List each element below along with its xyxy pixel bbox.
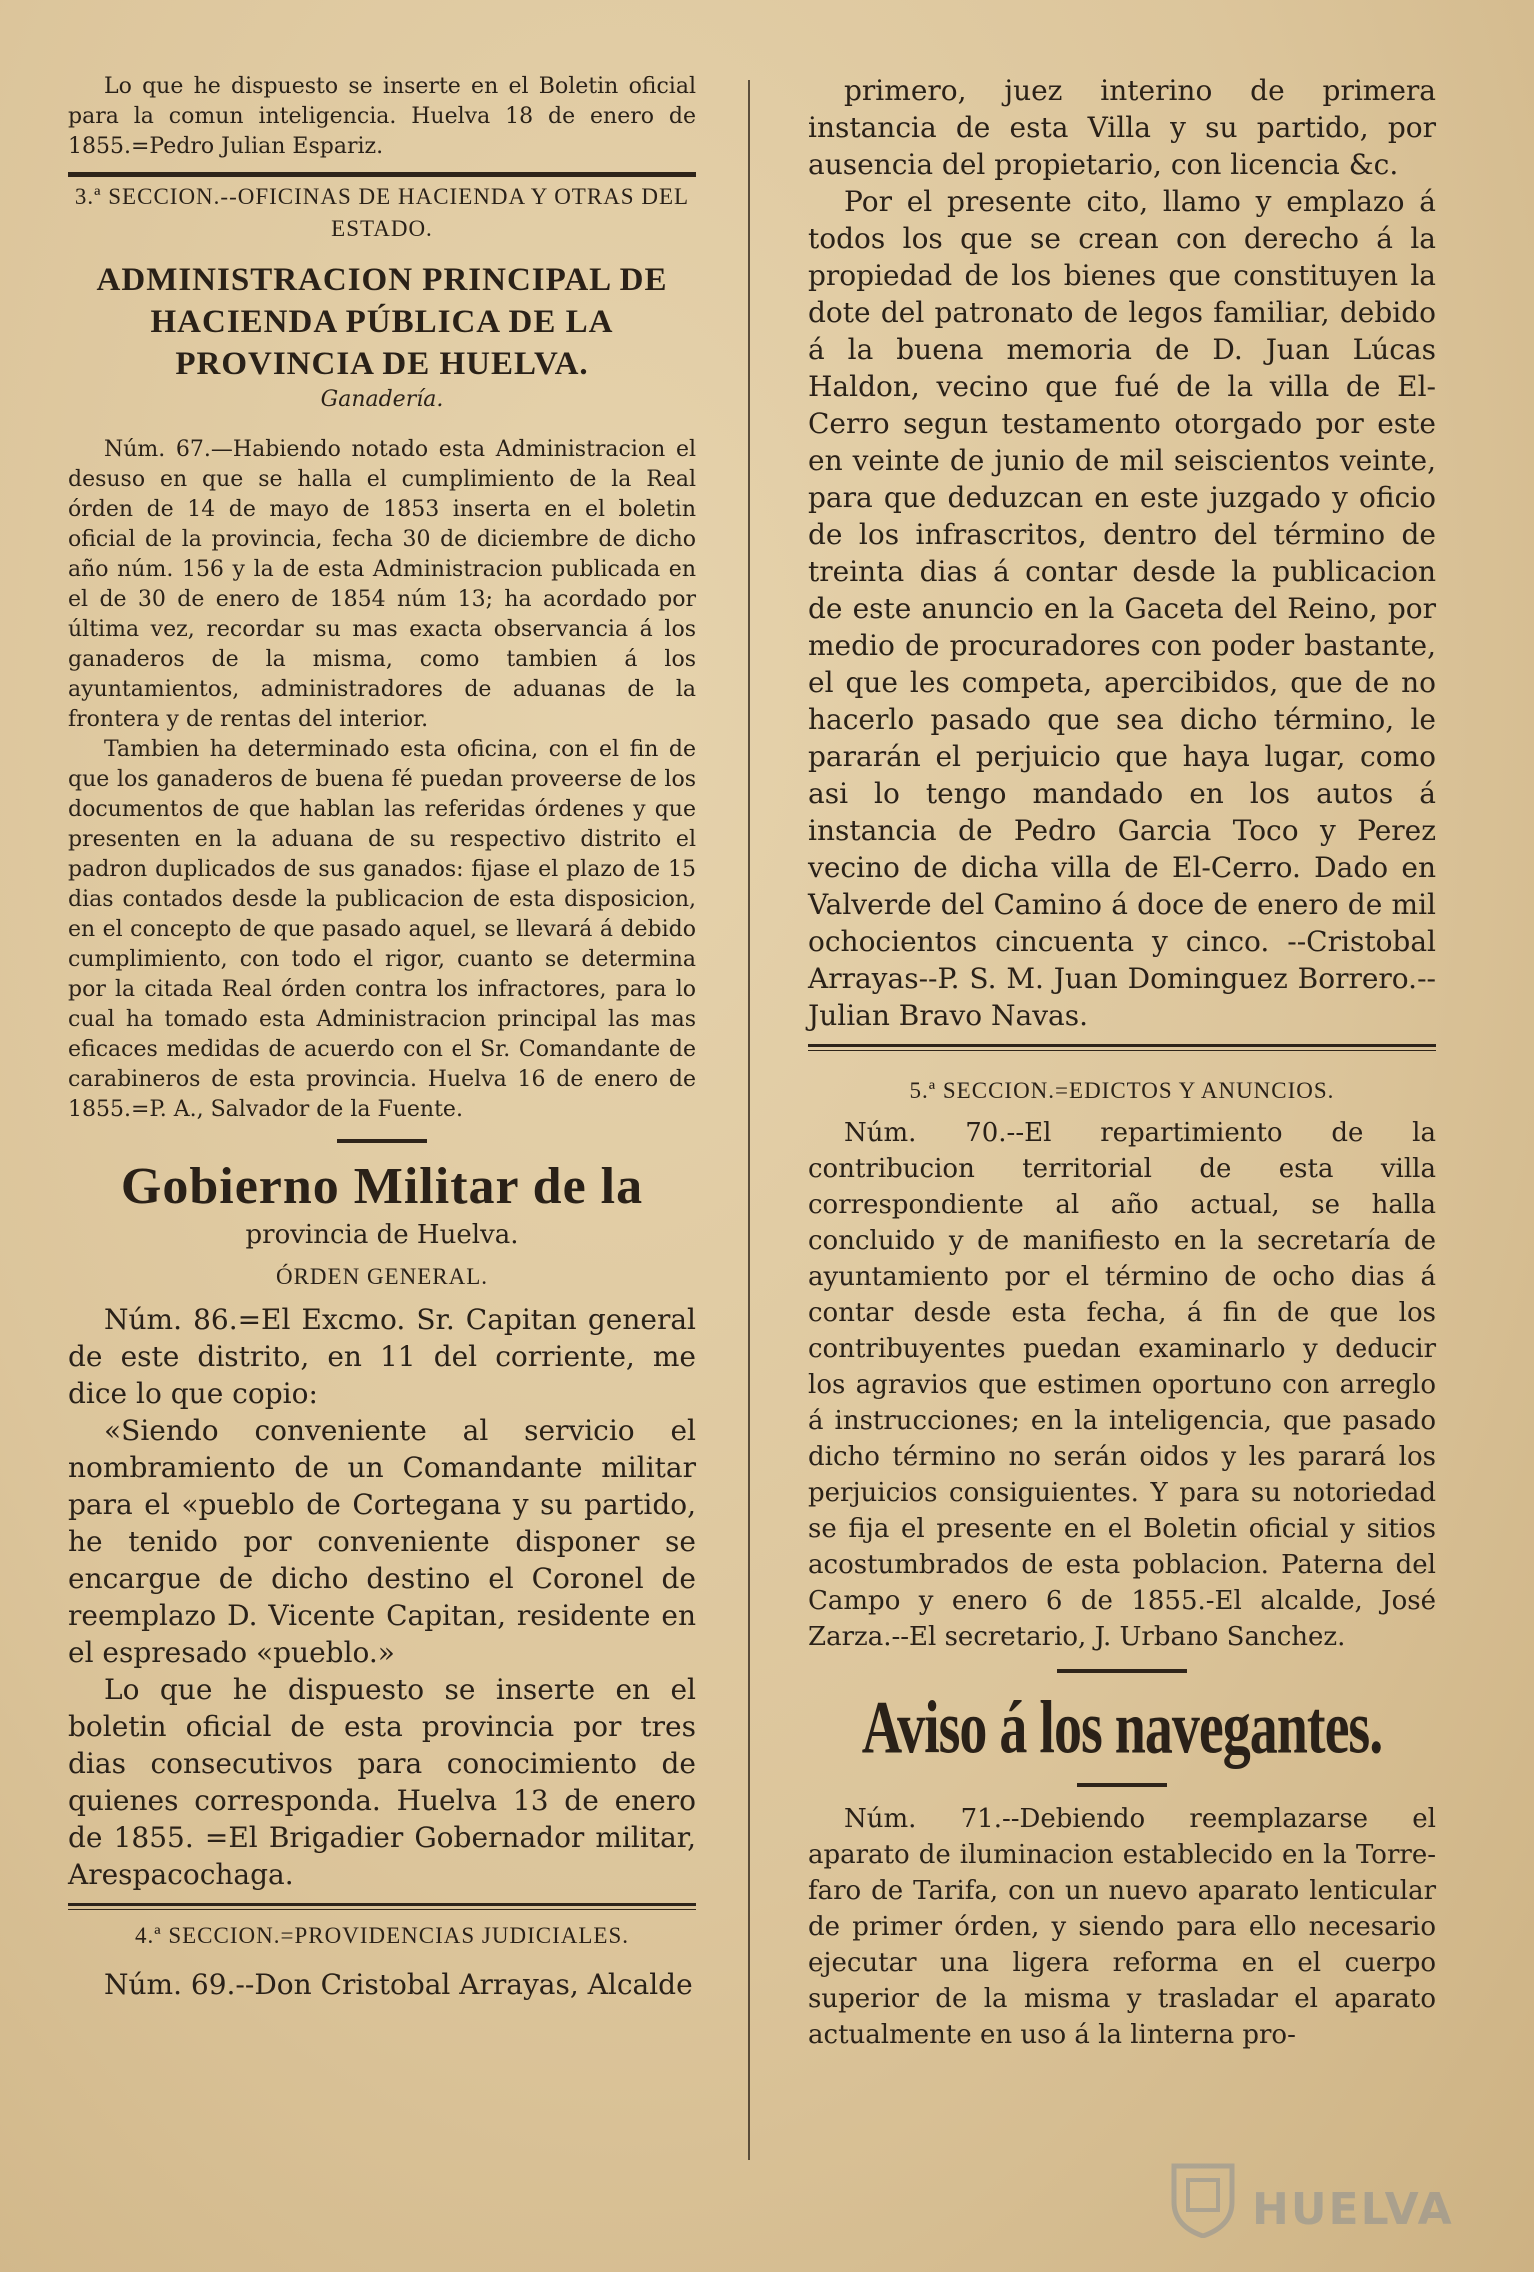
aviso-navegantes-heading: Aviso á los navegantes. bbox=[861, 1686, 1383, 1770]
notice-69-continued: primero, juez interino de primera instancia de esta Villa y su partido, por ausencia del propietario, con licencia &c. bbox=[808, 74, 1436, 181]
section-3-heading: 3.ª SECCION.--OFICINAS DE HACIENDA Y OTRAS DEL ESTADO. bbox=[74, 184, 690, 241]
notice-70-text: Núm. 70.--El repartimiento de la contribucion territorial de esta villa correspondiente al año actual, se halla concluido y de manifiesto en la secretaría de ayuntamiento por el término de ocho dias á contar desde esta fecha, á fin de que los contribuyentes puedan examinarlo y deducir los agravios que estimen oportuno con arreglo á instrucciones; en la inteligencia, que pasado dicho término no serán oidos y les parará los perjuicios consiguientes. Y para su notoriedad se fija el presente en el Boletin oficial y sitios acostumbrados de esta poblacion. Paterna del Campo y enero 6 de 1855.-El alcalde, José Zarza.--El secretario, J. Urbano Sanchez. bbox=[808, 1118, 1436, 1652]
notice-69-body: Por el presente cito, llamo y emplazo á todos los que se crean con derecho á la propiedad de los bienes que constituyen la dote del patronato de legos familiar, debido á la buena memoria de D. Juan Lúcas Haldon, vecino que fué de la villa de El-Cerro segun testamento otorgado por este en veinte de junio de mil seiscientos veinte, para que deduzcan en este juzgado y oficio de los infrascritos, dentro del término de treinta dias á contar desde la publicacion de este anuncio en la Gaceta del Reino, por medio de procuradores con poder bastante, el que les competa, apercibidos, que de no hacerlo pasado que sea dicho término, le pararán el perjuicio que haya lugar, como asi lo tengo mandado en los autos á instancia de Pedro Garcia Toco y Perez vecino de dicha villa de El-Cerro. Dado en Valverde del Camino á doce de enero de mil ochocientos cincuenta y cinco. --Cristobal Arrayas--P. S. M. Juan Dominguez Borrero.--Julian Bravo Navas. bbox=[808, 185, 1436, 1032]
section-divider bbox=[68, 1903, 696, 1910]
shield-icon bbox=[1168, 2160, 1238, 2238]
section-divider bbox=[68, 172, 696, 177]
notice-69-start: Núm. 69.--Don Cristobal Arrayas, Alcalde bbox=[104, 1968, 693, 2001]
notice-86-text: Núm. 86.=El Excmo. Sr. Capitan general de este distrito, en 11 del corriente, me dice lo que copio: bbox=[68, 1303, 696, 1410]
gobierno-militar-heading: Gobierno Militar de la bbox=[120, 1158, 644, 1215]
archive-watermark-logo bbox=[1168, 2160, 1468, 2240]
section-divider bbox=[808, 1044, 1436, 1051]
notice-86-closing: Lo que he dispuesto se inserte en el boletin oficial de esta provincia por tres dias consecutivos para conocimiento de quienes corresponda. Huelva 13 de enero de 1855. =El Brigadier Gobernador militar, Arespacochaga. bbox=[68, 1673, 696, 1891]
provincia-subheading: provincia de Huelva. bbox=[245, 1220, 519, 1250]
right-column bbox=[808, 72, 1436, 2053]
notice-86-quote: «Siendo conveniente al servicio el nombramiento de un Comandante militar para el «pueblo de Cortegana y su partido, he tenido por conveniente disponer se encargue de dicho destino el Coronel de reemplazo D. Vicente Capitan, residente en el espresado «pueblo.» bbox=[68, 1414, 696, 1669]
notice-71-text: Núm. 71.--Debiendo reemplazarse el aparato de iluminacion establecido en la Torre-faro de Tarifa, con un nuevo aparato lenticular de primer órden, y siendo para ello necesario ejecutar una ligera reforma en el cuerpo superior de la misma y trasladar el aparato actualmente en uso á la linterna pro- bbox=[808, 1804, 1436, 2050]
section-5-heading: 5.ª SECCION.=EDICTOS Y ANUNCIOS. bbox=[909, 1078, 1335, 1103]
notice-closing-text: Lo que he dispuesto se inserte en el Boletin oficial para la comun inteligencia. Huelva 18 de enero de 1855.=Pedro Julian Espariz. bbox=[68, 74, 696, 159]
ganaderia-subtitle: Ganadería. bbox=[320, 387, 444, 412]
short-divider bbox=[337, 1139, 427, 1143]
notice-67-text: Núm. 67.—Habiendo notado esta Administracion el desuso en que se halla el cumplimiento de la Real órden de 14 de mayo de 1853 inserta en el boletin oficial de la provincia, fecha 30 de diciembre de dicho año núm. 156 y la de esta Administracion publicada en el de 30 de enero de 1854 núm 13; ha acordado por última vez, recordar su mas exacta observancia á los ganaderos de la misma, como tambien á los ayuntamientos, administradores de aduanas de la frontera y de rentas del interior. bbox=[68, 437, 696, 732]
notice-67-continued: Tambien ha determinado esta oficina, con el fin de que los ganaderos de buena fé puedan proveerse de los documentos de que hablan las referidas órdenes y que presenten en la aduana de su respectivo distrito el padron duplicados de sus ganados: fijase el plazo de 15 dias contados desde la publicacion de esta disposicion, en el concepto de que pasado aquel, se llevará á debido cumplimiento, con todo el rigor, cuanto se determina por la citada Real órden contra los infractores, para lo cual ha tomado esta Administracion principal las mas eficaces medidas de acuerdo con el Sr. Comandante de carabineros de esta provincia. Huelva 16 de enero de 1855.=P. A., Salvador de la Fuente. bbox=[68, 737, 696, 1122]
watermark-text: HUELVA bbox=[1252, 2184, 1454, 2235]
short-divider bbox=[1057, 1669, 1187, 1673]
orden-general-heading: ÓRDEN GENERAL. bbox=[275, 1264, 489, 1289]
column-divider bbox=[748, 80, 750, 2160]
section-4-heading: 4.ª SECCION.=PROVIDENCIAS JUDICIALES. bbox=[135, 1923, 629, 1948]
administration-title: ADMINISTRACION PRINCIPAL DE HACIENDA PÚBLICA DE LA PROVINCIA DE HUELVA. bbox=[96, 262, 668, 382]
left-column bbox=[68, 72, 696, 2003]
short-divider bbox=[1077, 1783, 1167, 1787]
